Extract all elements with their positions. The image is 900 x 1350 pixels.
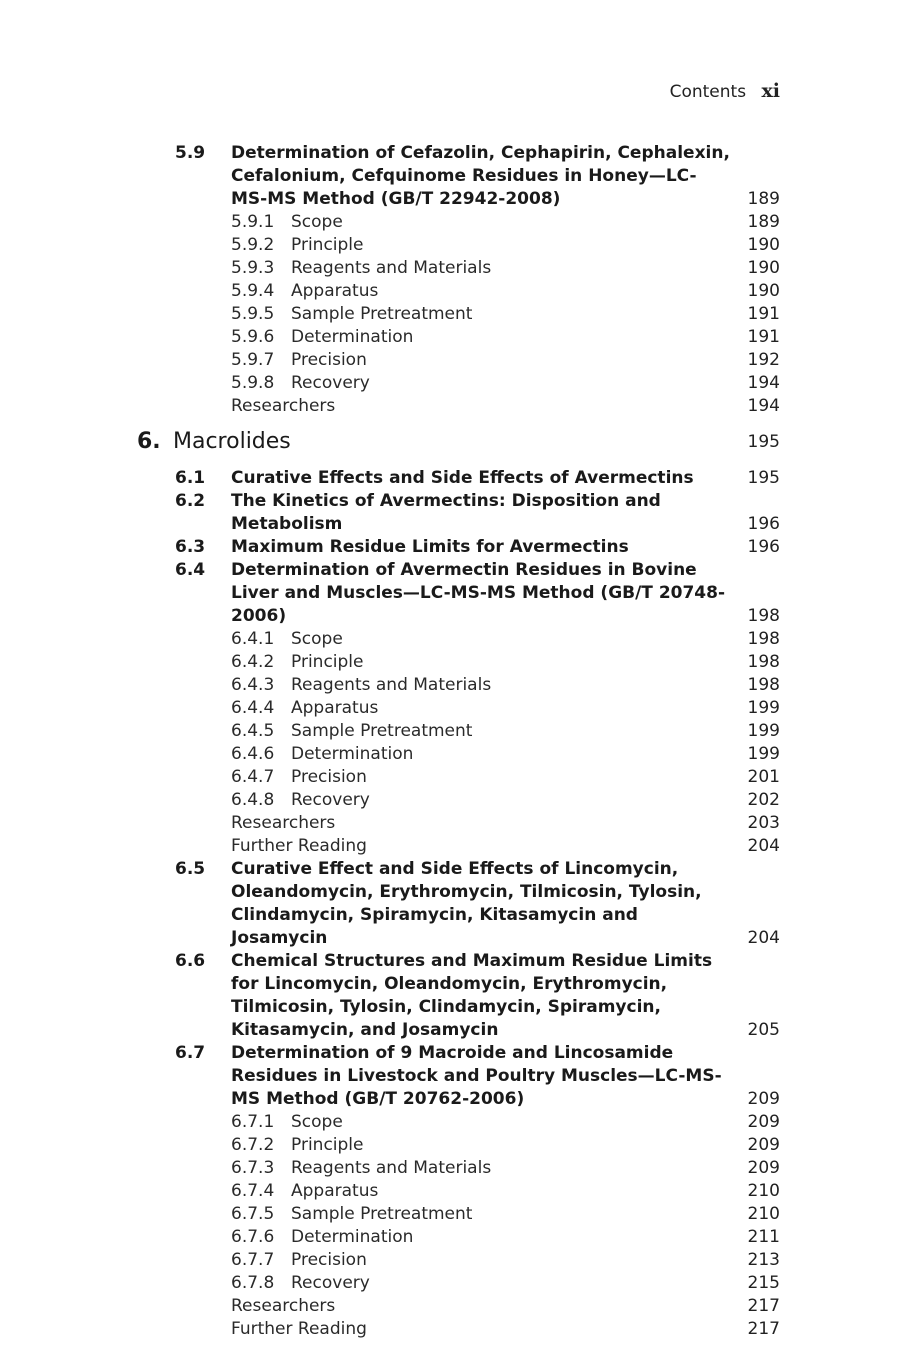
- page-number-ref: 199: [747, 698, 780, 718]
- page-number-ref: 189: [747, 189, 780, 209]
- subsection-title: Apparatus: [291, 1181, 379, 1201]
- toc-subsection-entry[interactable]: [0, 1157, 900, 1180]
- entry-title: Further Reading: [231, 1319, 367, 1339]
- section-title: Curative Effects and Side Effects of Avermectins: [231, 468, 694, 488]
- page-number-ref: 203: [747, 813, 780, 833]
- subsection-title: Precision: [291, 1250, 367, 1270]
- page-number-ref: 209: [747, 1089, 780, 1109]
- page-number-ref: 210: [747, 1204, 780, 1224]
- subsection-number: 6.7.1: [231, 1112, 275, 1132]
- subsection-title: Recovery: [291, 373, 370, 393]
- subsection-title: Principle: [291, 235, 364, 255]
- toc-entry[interactable]: [0, 835, 900, 858]
- section-number: 6.6: [175, 951, 206, 971]
- toc-entry[interactable]: [0, 1318, 900, 1341]
- subsection-number: 6.7.5: [231, 1204, 275, 1224]
- page-number-ref: 211: [747, 1227, 780, 1247]
- toc-subsection-entry[interactable]: [0, 674, 900, 697]
- page-number-ref: 217: [747, 1319, 780, 1339]
- toc-section-entry[interactable]: [0, 559, 900, 628]
- subsection-number: 6.7.4: [231, 1181, 275, 1201]
- page-number-ref: 209: [747, 1158, 780, 1178]
- page-number-ref: 205: [747, 1020, 780, 1040]
- subsection-number: 6.7.2: [231, 1135, 275, 1155]
- toc-subsection-entry[interactable]: [0, 1180, 900, 1203]
- page-number: xi: [761, 80, 780, 102]
- subsection-number: 6.4.2: [231, 652, 275, 672]
- toc-section-entry[interactable]: [0, 858, 900, 950]
- page-number-ref: 195: [747, 432, 780, 452]
- entry-title: Researchers: [231, 396, 336, 416]
- toc-section-entry[interactable]: [0, 490, 900, 536]
- subsection-number: 5.9.3: [231, 258, 275, 278]
- running-header-label: Contents: [669, 82, 747, 102]
- toc-subsection-entry[interactable]: [0, 372, 900, 395]
- toc-subsection-entry[interactable]: [0, 1111, 900, 1134]
- toc-section-entry[interactable]: [0, 142, 900, 211]
- subsection-number: 5.9.5: [231, 304, 275, 324]
- page-number-ref: 210: [747, 1181, 780, 1201]
- toc-subsection-entry[interactable]: [0, 1226, 900, 1249]
- subsection-number: 6.4.7: [231, 767, 275, 787]
- section-number: 6.4: [175, 560, 206, 580]
- section-title: Determination of 9 Macroide and Lincosamide Residues in Livestock and Poultry Muscles—LC-MS-MS Method (GB/T 20762-2006): [231, 1043, 722, 1109]
- page-number-ref: 204: [747, 928, 780, 948]
- toc-section-entry[interactable]: [0, 467, 900, 490]
- section-number: 6.2: [175, 491, 206, 511]
- page-number-ref: 190: [747, 281, 780, 301]
- section-title: Curative Effect and Side Effects of Lincomycin, Oleandomycin, Erythromycin, Tilmicosin, Tylosin, Clindamycin, Spiramycin, Kitasamycin and Josamycin: [231, 859, 702, 948]
- page-number-ref: 199: [747, 744, 780, 764]
- page-number-ref: 198: [747, 606, 780, 626]
- page-number-ref: 198: [747, 652, 780, 672]
- subsection-number: 6.4.3: [231, 675, 275, 695]
- subsection-title: Reagents and Materials: [291, 258, 492, 278]
- subsection-title: Sample Pretreatment: [291, 304, 473, 324]
- subsection-title: Sample Pretreatment: [291, 721, 473, 741]
- page-number-ref: 194: [747, 396, 780, 416]
- subsection-title: Reagents and Materials: [291, 1158, 492, 1178]
- table-of-contents: [0, 142, 900, 1341]
- toc-subsection-entry[interactable]: [0, 651, 900, 674]
- page-number-ref: 190: [747, 235, 780, 255]
- page-number-ref: 217: [747, 1296, 780, 1316]
- subsection-number: 5.9.7: [231, 350, 275, 370]
- page-number-ref: 189: [747, 212, 780, 232]
- subsection-number: 6.7.7: [231, 1250, 275, 1270]
- subsection-title: Reagents and Materials: [291, 675, 492, 695]
- subsection-title: Sample Pretreatment: [291, 1204, 473, 1224]
- page-number-ref: 209: [747, 1135, 780, 1155]
- toc-subsection-entry[interactable]: [0, 234, 900, 257]
- toc-section-entry[interactable]: [0, 950, 900, 1042]
- toc-subsection-entry[interactable]: [0, 211, 900, 234]
- toc-subsection-entry[interactable]: [0, 1272, 900, 1295]
- toc-subsection-entry[interactable]: [0, 303, 900, 326]
- toc-subsection-entry[interactable]: [0, 628, 900, 651]
- page-number-ref: 198: [747, 675, 780, 695]
- toc-subsection-entry[interactable]: [0, 1203, 900, 1226]
- subsection-title: Precision: [291, 767, 367, 787]
- toc-subsection-entry[interactable]: [0, 697, 900, 720]
- subsection-title: Principle: [291, 1135, 364, 1155]
- entry-title: Researchers: [231, 1296, 336, 1316]
- subsection-number: 6.4.4: [231, 698, 275, 718]
- toc-subsection-entry[interactable]: [0, 1134, 900, 1157]
- toc-subsection-entry[interactable]: [0, 789, 900, 812]
- subsection-number: 5.9.8: [231, 373, 275, 393]
- entry-title: Further Reading: [231, 836, 367, 856]
- toc-subsection-entry[interactable]: [0, 280, 900, 303]
- toc-section-entry[interactable]: [0, 536, 900, 559]
- section-title: Determination of Avermectin Residues in Bovine Liver and Muscles—LC-MS-MS Method (GB/T 20748-2006): [231, 560, 726, 626]
- toc-subsection-entry[interactable]: [0, 1249, 900, 1272]
- subsection-number: 6.4.8: [231, 790, 275, 810]
- page-number-ref: 196: [747, 537, 780, 557]
- chapter-title: Macrolides: [173, 429, 291, 454]
- page-number-ref: 215: [747, 1273, 780, 1293]
- subsection-number: 5.9.1: [231, 212, 275, 232]
- subsection-title: Scope: [291, 629, 343, 649]
- section-number: 6.7: [175, 1043, 206, 1063]
- subsection-number: 6.4.6: [231, 744, 275, 764]
- subsection-number: 6.7.8: [231, 1273, 275, 1293]
- page-number-ref: 196: [747, 514, 780, 534]
- subsection-title: Precision: [291, 350, 367, 370]
- entry-title: Researchers: [231, 813, 336, 833]
- page-number-ref: 191: [747, 327, 780, 347]
- subsection-number: 5.9.4: [231, 281, 275, 301]
- toc-entry[interactable]: [0, 812, 900, 835]
- page-number-ref: 204: [747, 836, 780, 856]
- subsection-title: Determination: [291, 327, 414, 347]
- subsection-number: 6.4.5: [231, 721, 275, 741]
- subsection-title: Apparatus: [291, 281, 379, 301]
- toc-subsection-entry[interactable]: [0, 743, 900, 766]
- subsection-title: Recovery: [291, 1273, 370, 1293]
- page-number-ref: 198: [747, 629, 780, 649]
- subsection-title: Determination: [291, 1227, 414, 1247]
- section-number: 6.1: [175, 468, 206, 488]
- page-number-ref: 202: [747, 790, 780, 810]
- page-number-ref: 209: [747, 1112, 780, 1132]
- chapter-number: 6.: [137, 429, 161, 454]
- page-number-ref: 199: [747, 721, 780, 741]
- toc-subsection-entry[interactable]: [0, 257, 900, 280]
- page-number-ref: 195: [747, 468, 780, 488]
- toc-subsection-entry[interactable]: [0, 326, 900, 349]
- section-number: 5.9: [175, 143, 206, 163]
- toc-subsection-entry[interactable]: [0, 349, 900, 372]
- section-number: 6.3: [175, 537, 206, 557]
- toc-chapter-entry[interactable]: [0, 424, 900, 460]
- toc-subsection-entry[interactable]: [0, 720, 900, 743]
- section-number: 6.5: [175, 859, 206, 879]
- subsection-number: 5.9.6: [231, 327, 275, 347]
- subsection-number: 6.7.3: [231, 1158, 275, 1178]
- subsection-title: Determination: [291, 744, 414, 764]
- page-number-ref: 190: [747, 258, 780, 278]
- section-title: Maximum Residue Limits for Avermectins: [231, 537, 629, 557]
- subsection-title: Scope: [291, 1112, 343, 1132]
- subsection-title: Apparatus: [291, 698, 379, 718]
- subsection-number: 6.4.1: [231, 629, 275, 649]
- page-number-ref: 194: [747, 373, 780, 393]
- section-title: Chemical Structures and Maximum Residue Limits for Lincomycin, Oleandomycin, Erythromycin, Tilmicosin, Tylosin, Clindamycin, Spiramycin, Kitasamycin, and Josamycin: [231, 951, 713, 1040]
- subsection-number: 6.7.6: [231, 1227, 275, 1247]
- page-number-ref: 201: [747, 767, 780, 787]
- section-title: The Kinetics of Avermectins: Disposition and Metabolism: [231, 491, 661, 534]
- page-number-ref: 191: [747, 304, 780, 324]
- toc-entry[interactable]: [0, 1295, 900, 1318]
- section-title: Determination of Cefazolin, Cephapirin, Cephalexin, Cefalonium, Cefquinome Residues in Honey—LC-MS-MS Method (GB/T 22942-2008): [231, 143, 730, 209]
- subsection-title: Recovery: [291, 790, 370, 810]
- toc-subsection-entry[interactable]: [0, 766, 900, 789]
- subsection-number: 5.9.2: [231, 235, 275, 255]
- toc-section-entry[interactable]: [0, 1042, 900, 1111]
- page-number-ref: 192: [747, 350, 780, 370]
- subsection-title: Scope: [291, 212, 343, 232]
- subsection-title: Principle: [291, 652, 364, 672]
- page-number-ref: 213: [747, 1250, 780, 1270]
- toc-entry[interactable]: [0, 395, 900, 418]
- running-header: [670, 80, 780, 102]
